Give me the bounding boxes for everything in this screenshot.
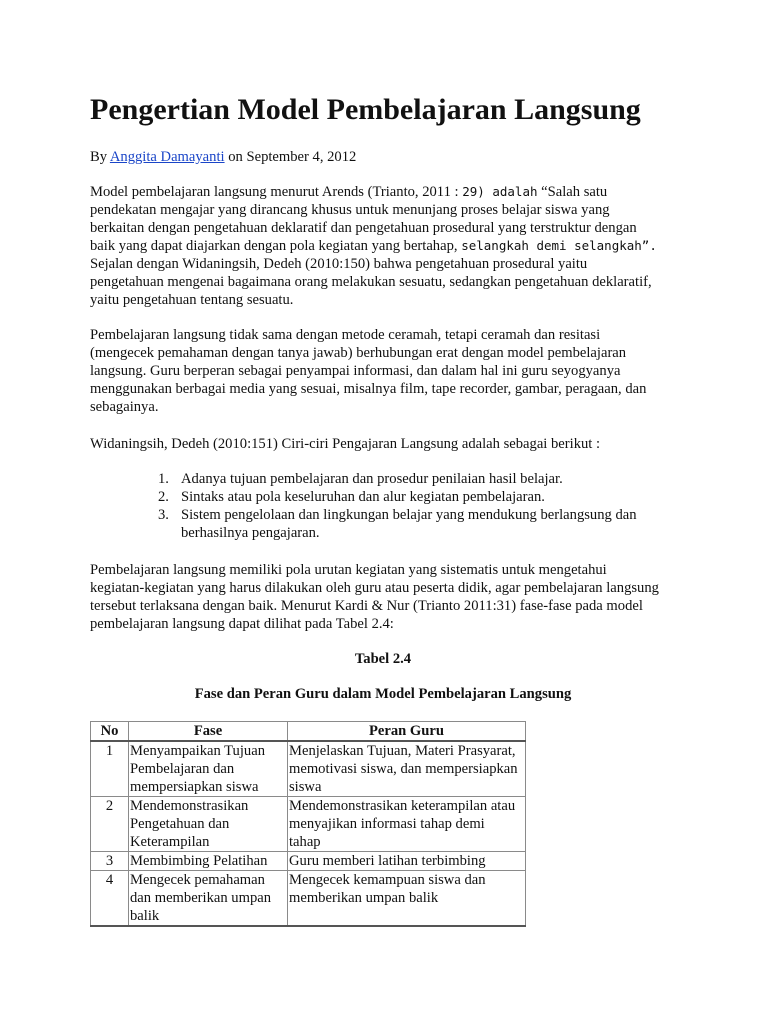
cell-line: memberikan umpan balik [289,890,439,906]
cell-line: memotivasi siswa, dan mempersiapkan [289,761,518,777]
author-link[interactable]: Anggita Damayanti [109,149,225,165]
byline-prefix: By [90,149,108,165]
paragraph-line: (mengecek pemahaman dengan tanya jawab) berhubungan erat dengan model pembelajaran [90,345,627,361]
cell-no: 4 [91,871,129,927]
paragraph-line: Sejalan dengan Widaningsih, Dedeh (2010:150) bahwa pengetahuan prosedural yaitu [90,256,588,272]
cell-peran [288,797,526,852]
paragraph-line [90,183,690,201]
paragraph-1 [90,183,690,309]
cell-line: tahap [289,834,321,850]
text-run: “Salah satu [541,184,608,200]
header-no: No [91,722,129,742]
paragraph-line: pendekatan mengajar yang dirancang khusus untuk menunjang proses belajar siswa yang [90,202,610,218]
cell-line: siswa [289,779,322,795]
paragraph-4 [90,561,690,633]
list-item [158,470,698,488]
cell-no: 1 [91,741,129,797]
paragraph-line: Widaningsih, Dedeh (2010:151) Ciri-ciri Pengajaran Langsung adalah sebagai berikut : [90,436,601,452]
paragraph-line: menggunakan berbagai media yang sesuai, misalnya film, tape recorder, gambar, peragaan, dan [90,381,647,397]
table-row [91,741,526,797]
cell-fase [129,797,288,852]
table-caption: Tabel 2.4 [354,651,412,667]
cell-no: 2 [91,797,129,852]
table-row [91,797,526,852]
header-peran-guru: Peran Guru [288,722,526,742]
cell-line: balik [130,908,160,924]
cell-line: Menjelaskan Tujuan, Materi Prasyarat, [289,743,516,759]
cell-peran [288,871,526,927]
paragraph-line: Pembelajaran langsung memiliki pola urutan kegiatan yang sistematis untuk mengetahui [90,562,607,578]
paragraph-line: pembelajaran langsung dapat dilihat pada Tabel 2.4: [90,616,394,632]
list-number: 3. [158,507,169,523]
cell-line: Mendemonstrasikan keterampilan atau [289,798,516,814]
table-subtitle: Fase dan Peran Guru dalam Model Pembelajaran Langsung [194,686,572,702]
table-row [91,871,526,927]
text-run: Model pembelajaran langsung menurut Arends (Trianto, 2011 : [90,184,459,200]
paragraph-line: langsung. Guru berperan sebagai penyampai informasi, dan dalam hal ini guru seyogyanya [90,363,621,379]
table-row [91,852,526,871]
paragraph-line [90,237,690,255]
cell-line: Menyampaikan Tujuan [130,743,265,759]
list-item-text: Adanya tujuan pembelajaran dan prosedur penilaian hasil belajar. [181,471,563,487]
text-run: 29) adalah [462,184,538,199]
list-number: 1. [158,471,169,487]
byline [90,148,356,166]
paragraph-line: kegiatan-kegiatan yang harus dilakukan oleh guru atau peserta didik, agar pembelajaran langsung [90,580,659,596]
header-fase: Fase [129,722,288,742]
list-item-text: Sintaks atau pola keseluruhan dan alur kegiatan pembelajaran. [181,489,545,505]
cell-no: 3 [91,852,129,871]
cell-fase [129,741,288,797]
cell-line: Pembelajaran dan [130,761,235,777]
list-item [158,488,698,506]
cell-line: Mengecek pemahaman [130,872,265,888]
cell-peran [288,741,526,797]
table-header-row [91,722,526,742]
paragraph-line: tersebut terlaksana dengan baik. Menurut Kardi & Nur (Trianto 2011:31) fase-fase pada model [90,598,643,614]
paragraph-2 [90,326,690,416]
cell-line: Membimbing Pelatihan [130,853,268,869]
ciri-ciri-list [158,470,698,542]
cell-fase [129,871,288,927]
cell-line: Guru memberi latihan terbimbing [289,853,486,869]
fase-table [90,721,526,927]
cell-line: dan memberikan umpan [130,890,272,906]
text-run: selangkah demi selangkah”. [461,238,657,253]
paragraph-line: sebagainya. [90,399,159,415]
cell-line: Mengecek kemampuan siswa dan [289,872,486,888]
paragraph-line: berkaitan dengan pengetahuan deklaratif dan pengetahuan prosedural yang terstruktur dengan [90,220,637,236]
paragraph-3 [90,435,690,453]
cell-line: menyajikan informasi tahap demi [289,816,485,832]
cell-line: mempersiapkan siswa [130,779,259,795]
paragraph-line: yaitu pengetahuan tentang sesuatu. [90,292,294,308]
byline-date: on September 4, 2012 [228,149,357,165]
paragraph-line: Pembelajaran langsung tidak sama dengan metode ceramah, tetapi ceramah dan resitasi [90,327,601,343]
article-title: Pengertian Model Pembelajaran Langsung [90,93,641,126]
paragraph-line: pengetahuan mengenai bagaimana orang melakukan sesuatu, sedangkan pengetahuan deklaratif, [90,274,652,290]
list-item-text: Sistem pengelolaan dan lingkungan belajar yang mendukung berlangsung dan [181,507,637,523]
list-number: 2. [158,489,169,505]
cell-line: Mendemonstrasikan [130,798,249,814]
cell-peran [288,852,526,871]
cell-line: Keterampilan [130,834,210,850]
cell-fase [129,852,288,871]
list-item-text: berhasilnya pengajaran. [181,525,320,541]
list-item [158,506,698,542]
cell-line: Pengetahuan dan [130,816,230,832]
text-run: baik yang dapat diajarkan dengan pola kegiatan yang bertahap, [90,238,458,254]
